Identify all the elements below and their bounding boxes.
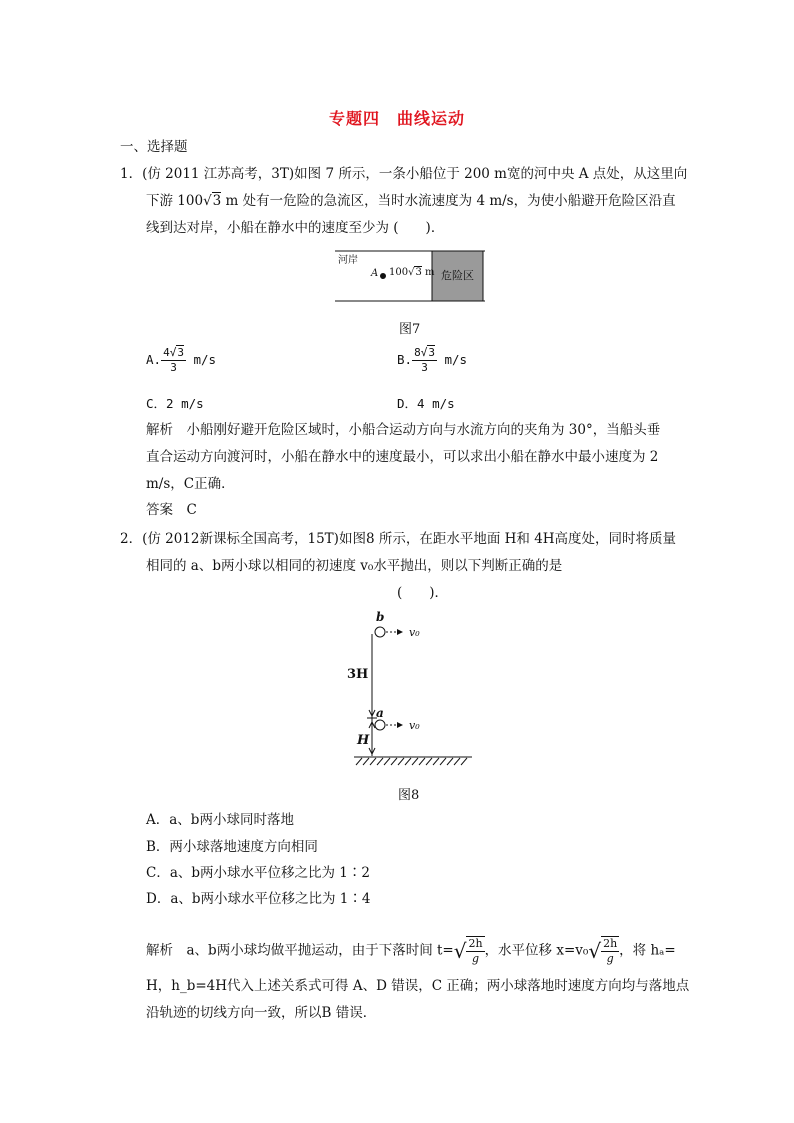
- page-title: 专题四 曲线运动: [328, 109, 465, 128]
- figure-7-river: [335, 249, 485, 303]
- q1-option-d: D．4 m/s: [397, 396, 455, 411]
- q2-analysis-line2: H，h_b=4H代入上述关系式可得 A、D 错误，C 正确；两小球落地时速度方向均与落地点: [146, 978, 690, 994]
- figure-8-caption: 图8: [398, 788, 420, 803]
- section-heading: 一、选择题: [120, 139, 188, 155]
- q2-analysis-line3: 沿轨迹的切线方向一致，所以B 错误．: [146, 1005, 377, 1021]
- figure-8-projectile: [340, 610, 475, 772]
- ball-b-label: b: [376, 610, 385, 624]
- q1-analysis-line2: 直合运动方向渡河时，小船在静水中的速度最小，可以求出小船在静水中最小速度为 2: [146, 449, 659, 465]
- q2-answer-blank: ( )．: [397, 585, 449, 601]
- q1-analysis-line1: 解析 小船刚好避开危险区域时，小船合运动方向与水流方向的夹角为 30°，当船头垂: [146, 422, 661, 438]
- q1-line2: 下游 100√3 m 处有一危险的急流区，当时水流速度为 4 m/s，为使小船避开危险区沿直: [146, 193, 676, 209]
- q1-option-b: B. $\frac{8√3}{3}$ m/s: [397, 346, 468, 374]
- q2-option-a: A．a、b两小球同时落地: [146, 812, 294, 828]
- q2-option-d: D．a、b两小球水平位移之比为 1∶4: [146, 891, 371, 907]
- ball-a-label: a: [376, 706, 384, 720]
- danger-zone-label: 危险区: [441, 269, 474, 282]
- distance-label: 100√3 m: [389, 267, 435, 278]
- q1-option-a: A. $\frac{4√3}{3}$ m/s: [146, 346, 217, 374]
- q1-line3: 线到达对岸，小船在静水中的速度至少为 ( )．: [146, 220, 445, 236]
- q2-analysis-line1: 解析 a、b两小球均做平抛运动，由于下落时间 t=√ $\frac{2h}{g}$ ，水平位移 x=v₀√ $\frac{2h}{g}$ ，将 hₐ=: [146, 937, 676, 965]
- river-bank-label: 河岸: [338, 255, 358, 266]
- height-h-label: H: [357, 733, 370, 748]
- velocity-b-label: v₀: [409, 626, 420, 639]
- q1-line1: 1．(仿 2011 江苏高考，3T)如图 7 所示，一条小船位于 200 m宽的河中央 A 点处，从这里向: [120, 166, 688, 182]
- q1-answer: 答案 C: [146, 502, 197, 518]
- figure-7-caption: 图7: [399, 322, 421, 337]
- q1-analysis-line3: m/s，C正确．: [146, 476, 235, 492]
- q2-option-b: B．两小球落地速度方向相同: [146, 839, 318, 855]
- q1-option-c: C．2 m/s: [146, 396, 204, 411]
- height-3h-label: 3H: [347, 667, 369, 682]
- velocity-a-label: v₀: [409, 719, 420, 732]
- q2-line1: 2．(仿 2012新课标全国高考，15T)如图8 所示，在距水平地面 H和 4H高度处，同时将质量: [120, 531, 677, 547]
- point-a-label: A: [371, 268, 379, 279]
- q2-option-c: C．a、b两小球水平位移之比为 1∶2: [146, 865, 370, 881]
- q2-line2: 相同的 a、b两小球以相同的初速度 v₀水平抛出，则以下判断正确的是: [146, 558, 563, 574]
